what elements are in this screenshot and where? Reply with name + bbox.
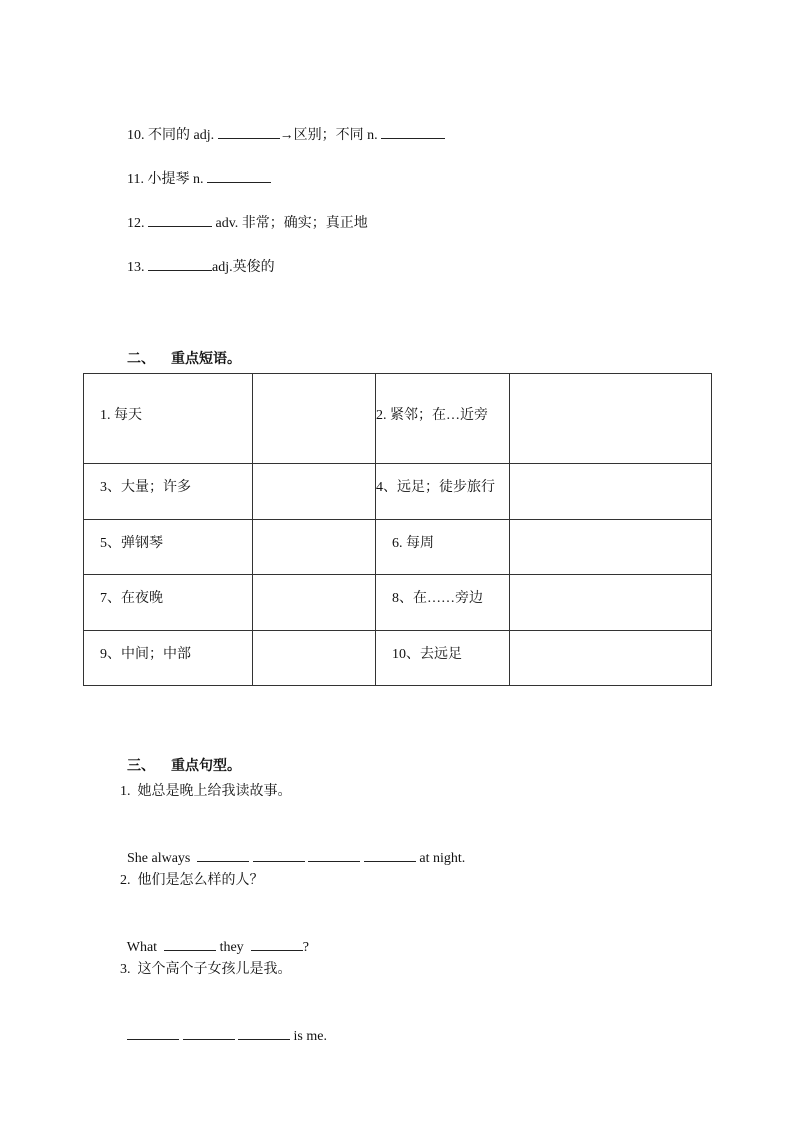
section-title: 重点短语。 xyxy=(171,352,241,367)
answer-cell[interactable] xyxy=(510,374,712,464)
table-row xyxy=(84,464,712,520)
answer-blank[interactable] xyxy=(148,256,212,271)
answer-cell[interactable] xyxy=(510,520,712,575)
vocab-number: 13. xyxy=(127,260,145,275)
answer-cell[interactable] xyxy=(253,631,376,686)
answer-blank[interactable] xyxy=(164,936,216,951)
answer-cell[interactable] xyxy=(253,575,376,631)
vocab-item-13 xyxy=(120,236,275,278)
phrase-cell: 4、远足；徒步旅行 xyxy=(376,464,510,520)
vocab-prompt: adj.英俊的 xyxy=(212,260,275,275)
answer-blank[interactable] xyxy=(308,847,360,862)
vocab-item-12 xyxy=(120,192,368,234)
sentence-text: is me. xyxy=(290,1029,327,1044)
sentence-text: She always xyxy=(127,851,194,866)
answer-blank[interactable] xyxy=(253,847,305,862)
answer-blank[interactable] xyxy=(148,212,212,227)
vocab-item-11 xyxy=(120,148,271,190)
vocab-number: 12. xyxy=(127,216,145,231)
table-row xyxy=(84,575,712,631)
phrase-cell: 7、在夜晚 xyxy=(84,575,253,631)
section-number: 二、 xyxy=(127,352,155,367)
table-row xyxy=(84,631,712,686)
answer-cell[interactable] xyxy=(253,374,376,464)
vocab-prompt: adv. 非常；确实；真正地 xyxy=(212,216,368,231)
section-number: 三、 xyxy=(127,759,155,774)
vocab-prompt: 小提琴 n. xyxy=(147,172,207,187)
answer-blank[interactable] xyxy=(127,1025,179,1040)
vocab-prompt: →区别；不同 n. xyxy=(279,128,382,143)
section-heading-sentences xyxy=(120,737,241,777)
vocab-prompt: 不同的 adj. xyxy=(148,128,218,143)
sentence-text: ? xyxy=(302,940,309,955)
answer-blank[interactable] xyxy=(197,847,249,862)
table-row xyxy=(84,374,712,464)
section-heading-phrases xyxy=(120,330,241,370)
answer-cell[interactable] xyxy=(253,464,376,520)
phrase-cell: 8、在……旁边 xyxy=(376,575,510,631)
answer-cell[interactable] xyxy=(510,575,712,631)
answer-blank[interactable] xyxy=(183,1025,235,1040)
sentence-cn: 2. 他们是怎么样的人？ xyxy=(120,873,264,888)
phrase-cell: 3、大量；许多 xyxy=(84,464,253,520)
phrase-table xyxy=(83,373,712,686)
sentence-text: they xyxy=(216,940,248,955)
answer-blank[interactable] xyxy=(251,936,303,951)
section-title: 重点句型。 xyxy=(171,759,241,774)
answer-blank[interactable] xyxy=(364,847,416,862)
sentence-text: at night. xyxy=(415,851,466,866)
vocab-number: 10. xyxy=(127,128,145,143)
phrase-cell: 10、去远足 xyxy=(376,631,510,686)
answer-blank[interactable] xyxy=(207,168,271,183)
phrase-cell: 5、弹钢琴 xyxy=(84,520,253,575)
answer-blank[interactable] xyxy=(238,1025,290,1040)
sentence-en xyxy=(120,827,465,869)
answer-cell[interactable] xyxy=(510,464,712,520)
sentence-cn: 1. 她总是晚上给我读故事。 xyxy=(120,784,292,799)
vocab-item-10 xyxy=(120,104,445,146)
sentence-en xyxy=(120,1005,327,1047)
sentence-text: What xyxy=(126,940,161,955)
phrase-cell: 6. 每周 xyxy=(376,520,510,575)
phrase-cell: 1. 每天 xyxy=(84,374,253,464)
phrase-cell: 2. 紧邻；在…近旁 xyxy=(376,374,510,464)
answer-cell[interactable] xyxy=(253,520,376,575)
vocab-number: 11. xyxy=(127,172,144,187)
answer-blank[interactable] xyxy=(381,124,445,139)
sentence-en xyxy=(120,916,309,958)
phrase-cell: 9、中间；中部 xyxy=(84,631,253,686)
sentence-cn: 3. 这个高个子女孩儿是我。 xyxy=(120,962,292,977)
answer-cell[interactable] xyxy=(510,631,712,686)
table-row xyxy=(84,520,712,575)
answer-blank[interactable] xyxy=(218,124,280,139)
